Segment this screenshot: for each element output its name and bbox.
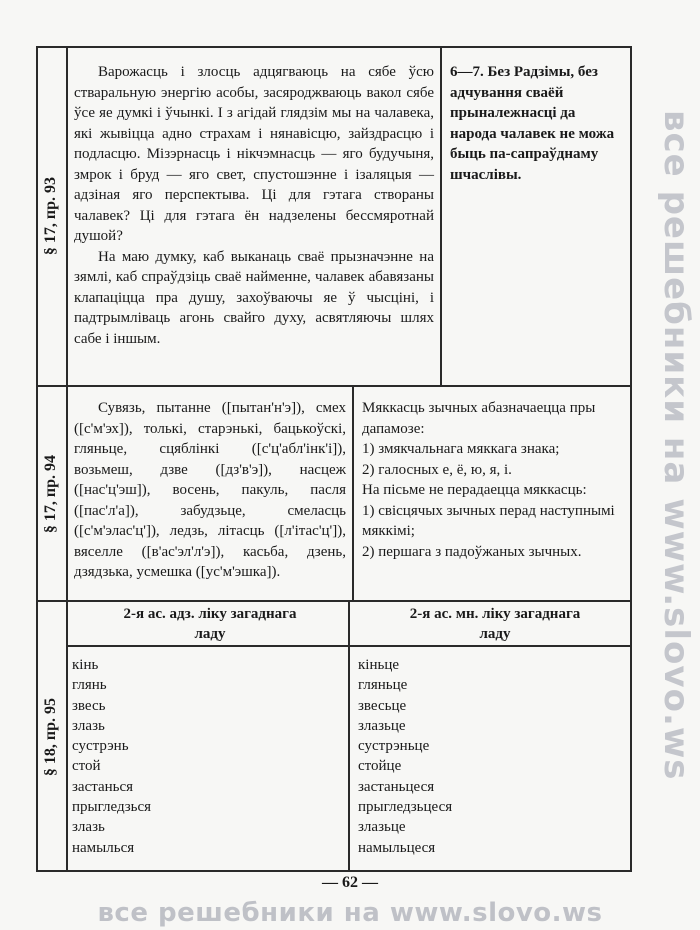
list-item: звесь bbox=[72, 697, 106, 714]
list-item: сустрэнь bbox=[72, 738, 129, 755]
list-item: намылься bbox=[72, 839, 135, 856]
divider-row2-col bbox=[352, 385, 354, 602]
list-item: сустрэньце bbox=[358, 738, 430, 755]
divider-label-column bbox=[66, 46, 68, 872]
ex95-col2-header: 2-я ас. мн. ліку загаднага ладу bbox=[409, 606, 581, 642]
divider-row1-col bbox=[440, 46, 442, 387]
list-item: намыльцеся bbox=[358, 839, 436, 856]
ex94-rule-5: 2) першага з падоўжаных зычных. bbox=[362, 543, 582, 560]
ex94-rule-3: На пісьме не перадаецца мяккасць: bbox=[362, 482, 587, 498]
ex94-words: Сувязь, пытанне ([пытан'н'э]), смех ([с'м'эх]), толькі, старэнькі, бацькоўскі, гляньце, сцяблінкі ([с'ц'абл'інк'і]), возьмеш, дзве ([дз'в'э]), насцеж ([нас'ц'эш]), восень, пакуль, пасля ([пас'л'а]), забудзьце, смеласць ([с'м'элас'ц']), ледзь, літасць ([л'ітас'ц']), вяселле ([в'ас'эл'л'э]), касьба, дзень, дзядзька, усмешка ([ус'м'эшка]). bbox=[74, 400, 346, 580]
divider-row2 bbox=[36, 600, 632, 602]
list-item: звесьце bbox=[358, 697, 407, 714]
divider-row3-col bbox=[348, 600, 350, 872]
ex93-answer: 6—7. Без Радзімы, без адчування сваёй прыналежнасці да народа чалавек не можа быць па-сапраўднаму шчаслівы. bbox=[450, 64, 615, 183]
list-item: стойце bbox=[358, 758, 402, 775]
list-item: застаньцеся bbox=[358, 778, 435, 795]
list-item: гляньце bbox=[358, 677, 408, 694]
watermark-bottom: все решебники на www.slovo.ws bbox=[97, 898, 603, 928]
ex93-text bbox=[74, 62, 434, 349]
section-label-95: § 18, пр. 95 bbox=[42, 697, 59, 776]
list-item: прыгледзься bbox=[72, 799, 152, 816]
ex95-col2-list bbox=[358, 655, 452, 858]
ex95-col1-header: 2-я ас. адз. ліку загаднага ладу bbox=[123, 606, 297, 642]
list-item: злазь bbox=[72, 717, 105, 734]
list-item: злазьце bbox=[358, 717, 406, 734]
list-item: глянь bbox=[72, 677, 107, 694]
ex93-paragraph-2: На маю думку, каб выканаць сваё прызначэнне на зямлі, каб спраўдзіць сваё найменне, чалавек абавязаны клапаціцца пра душу, захоўваючы яе ў чысціні, і падтрымліваць агонь свайго духу, асвятляючы шлях сабе і іншым. bbox=[74, 248, 434, 347]
ex93-paragraph-1: Варожасць і злосць адцягваюць на сябе ўсю стваральную энергію асобы, засяроджваюць вакол сябе ўсе яе думкі і ўчынкі. І з агідай глядзім мы на чалавека, які жывіцца адно страхам і нянавісцю, зайздрасцю і подласцю. Мізэрнасць і нікчэмнасць — яго будучыня, змрок і бруд — яго свет, спустошэнне і ізаляцыя — адзіная яго перспектыва. Ці для гэтага створаны чалавек? Ці для гэтага ён надзелены бессмяротнай душой? bbox=[74, 64, 434, 244]
list-item: прыгледзьцеся bbox=[358, 799, 453, 816]
ex95-col1-list bbox=[72, 655, 151, 858]
list-item: застанься bbox=[72, 778, 134, 795]
list-item: кінь bbox=[72, 657, 99, 673]
divider-row1 bbox=[36, 385, 632, 387]
ex94-rule-4: 1) свісцячых зычных перад наступнымі мяккімі; bbox=[362, 502, 615, 539]
list-item: злазь bbox=[72, 819, 105, 836]
watermark-side: все решебники на www.slovo.ws bbox=[656, 110, 696, 781]
list-item: стой bbox=[72, 758, 101, 775]
list-item: злазьце bbox=[358, 819, 406, 836]
section-label-93: § 17, пр. 93 bbox=[42, 176, 59, 256]
section-label-94: § 17, пр. 94 bbox=[42, 454, 59, 533]
ex94-rule-1: 1) змякчальнага мяккага знака; bbox=[362, 441, 560, 457]
page-number: — 62 — bbox=[322, 874, 378, 891]
list-item: кіньце bbox=[358, 657, 400, 673]
ex94-rules bbox=[362, 398, 626, 562]
ex94-rule-2: 2) галосных е, ё, ю, я, і. bbox=[362, 461, 512, 478]
ex94-rule-title: Мяккасць зычных абазначаецца пры дапамозе: bbox=[362, 400, 596, 437]
